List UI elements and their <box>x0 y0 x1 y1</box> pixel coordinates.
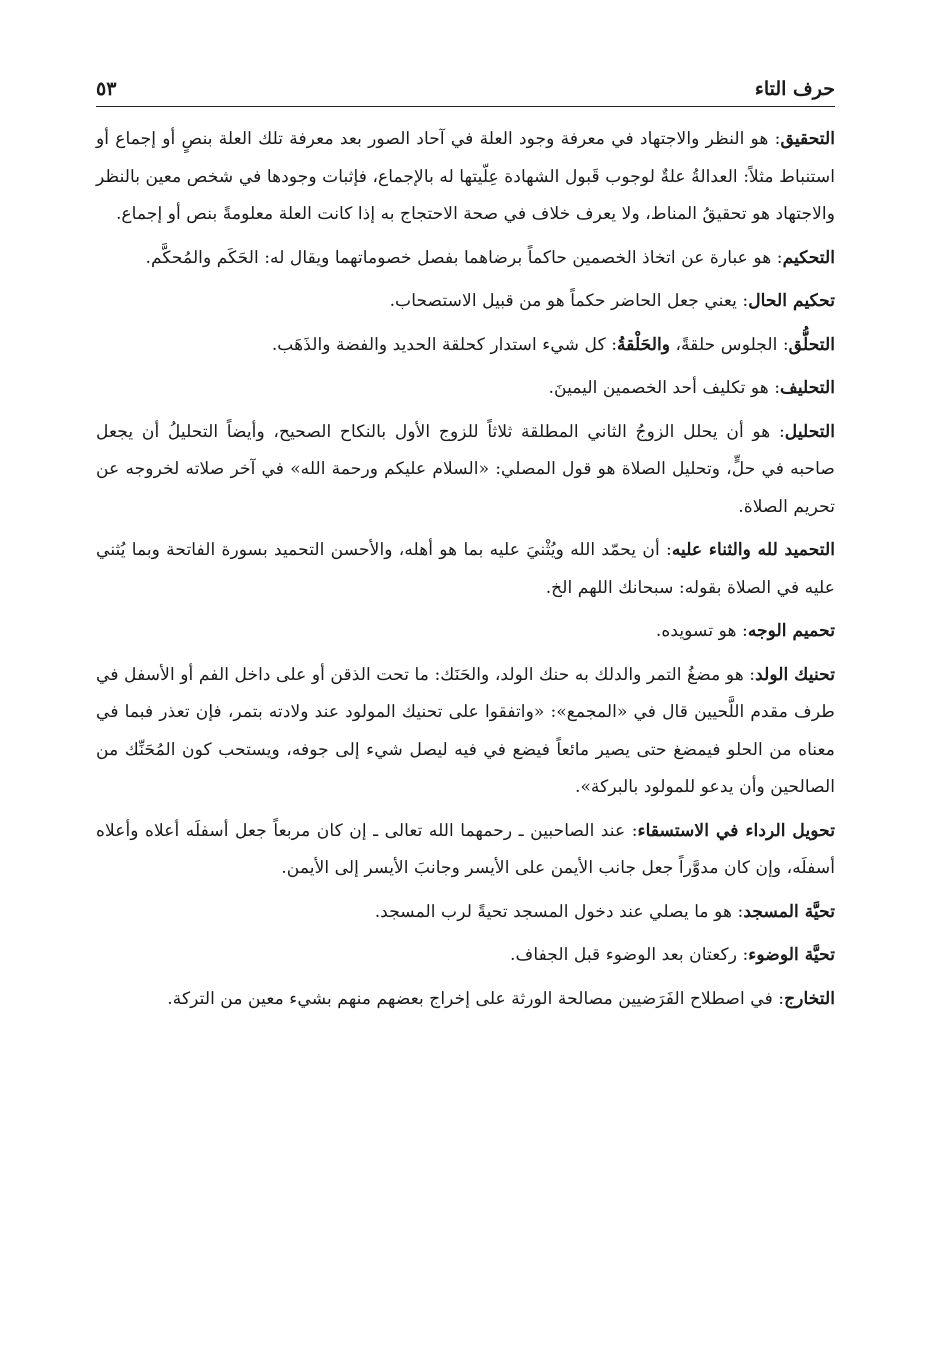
entry-separator: : <box>732 901 744 922</box>
entry-definition: هو النظر والاجتهاد في معرفة وجود العلة في آحاد الصور بعد معرفة تلك العلة بنصٍ أو إجماع أو استنباط مثلاً: العدالةُ علةٌ لوجوب قَبول الشهادة عِلّيتها له بالإجماع، فإثبات وجودها في شخص معين بالنظر والاجتهاد هو تحقيقُ المناط، ولا يعرف خلاف في صحة الاحتجاج به إذا كانت العلة معلومةً بنص أو إجماع. <box>96 129 835 224</box>
entry-separator: : <box>768 129 781 149</box>
entry-term: التحميد لله والثناء عليه <box>671 540 835 560</box>
entry-definition: هو مضغُ التمر والدلك به حنك الولد، والحَنَك: ما تحت الذقن أو على داخل الفم أو الأسفل في طرف مقدم اللَّحيين قال في «المجمع»: «واتفقوا على تحنيك المولود عند ولادته بتمر، فإن تعذر فبما في معناه من الحلو فيمضغ حتى يصير مائعاً فيضع في فيه ليصل شيء إلى جوفه، ويستحب كون المُحَنِّك من الصالحين وأن يدعو للمولود بالبركة». <box>96 664 835 797</box>
entry-tahalluq <box>96 327 835 365</box>
entry-term: التحليف <box>780 378 835 398</box>
entry-separator: : <box>737 945 749 965</box>
entry-definition: الجلوس حلقةً، <box>670 334 778 355</box>
entry-separator: : <box>736 291 749 311</box>
entry-tahiyyat-al-wudu <box>96 937 835 975</box>
book-page <box>96 60 835 1329</box>
entry-tahiyyat-al-masjid <box>96 894 835 932</box>
entry-term: تحيَّة المسجد <box>743 901 835 922</box>
entry-tahnik <box>96 657 835 807</box>
entry-separator: : <box>605 334 618 355</box>
entry-separator: : <box>772 988 785 1009</box>
entry-definition: هو أن يحلل الزوجُ الثاني المطلقة ثلاثاً للزوج الأول بالنكاح الصحيح، وأيضاً التحليلُ أن يجعل صاحبه في حلٍّ، وتحليل الصلاة هو قول المصلي: «السلام عليكم ورحمة الله» في آخر صلاته لخروجه عن تحريم الصلاة. <box>96 421 835 517</box>
entry-tahkim <box>96 240 835 278</box>
entry-tahqiq <box>96 121 835 234</box>
entry-definition: هو تسويده. <box>655 621 737 641</box>
entry-takharuj <box>96 981 835 1019</box>
page-header <box>96 60 835 107</box>
entry-separator: : <box>770 421 785 442</box>
entry-separator: : <box>659 540 672 560</box>
entry-term: التحلُّق <box>788 334 835 355</box>
entry-definition: هو تكليف أحد الخصمين اليمينَ. <box>548 378 769 398</box>
entry-term: تحكيم الحال <box>748 291 835 311</box>
entry-term: التحليل <box>784 421 835 442</box>
entry-term: تحنيك الولد <box>755 664 836 685</box>
entry-tahkim-al-hal <box>96 283 835 321</box>
entry-definition: يعني جعل الحاضر حكماً هو من قبيل الاستصحاب. <box>389 291 737 311</box>
entry-definition: في اصطلاح الفَرَضيين مصالحة الورثة على إخراج بعضهم منهم بشيء معين من التركة. <box>167 988 773 1009</box>
entry-tahmim <box>96 613 835 651</box>
running-title: حرف التاء <box>754 78 835 100</box>
entry-tahlil <box>96 414 835 527</box>
dictionary-entries <box>96 121 835 1018</box>
entry-term: تحميم الوجه <box>747 621 835 641</box>
entry-separator: : <box>768 378 781 398</box>
entry-separator: : <box>736 621 748 641</box>
page-number: ٥٣ <box>96 78 117 100</box>
entry-separator: : <box>625 820 638 841</box>
entry-definition: أن يحمّد الله ويُثْنيَ عليه بما هو أهله، والأحسن التحميد بسورة الفاتحة وبما يُثني عليه في الصلاة بقوله: سبحانك اللهم الخ. <box>96 540 835 598</box>
entry-term: التخارج <box>784 988 835 1009</box>
entry-tahlif <box>96 370 835 408</box>
entry-subdefinition: كل شيء استدار كحلقة الحديد والفضة والذَهَب. <box>271 334 606 355</box>
entry-separator: : <box>777 334 789 355</box>
entry-separator: : <box>771 247 783 268</box>
entry-tahwil-al-rida <box>96 813 835 888</box>
entry-separator: : <box>743 664 756 685</box>
entry-term: تحيَّة الوضوء <box>748 945 835 965</box>
entry-definition: ركعتان بعد الوضوء قبل الجفاف. <box>510 945 738 965</box>
entry-definition: هو ما يصلي عند دخول المسجد تحيةً لرب المسجد. <box>374 901 733 922</box>
entry-term: التحكيم <box>782 247 835 268</box>
entry-subterm: والحَلْقةُ <box>617 334 671 355</box>
entry-tahmid <box>96 532 835 607</box>
entry-term: التحقيق <box>780 129 835 149</box>
entry-definition: هو عبارة عن اتخاذ الخصمين حاكماً برضاهما بفصل خصوماتهما ويقال له: الحَكَم والمُحكَّم. <box>145 247 772 268</box>
entry-term: تحويل الرداء في الاستسقاء <box>637 820 835 841</box>
entry-definition: عند الصاحبين ـ رحمهما الله تعالى ـ إن كان مربعاً جعل أسفلَه أعلاه وأعلاه أسفلَه، وإن كان مدوَّراً جعل جانب الأيمن على الأيسر وجانبَ الأيسر إلى الأيمن. <box>96 820 835 878</box>
